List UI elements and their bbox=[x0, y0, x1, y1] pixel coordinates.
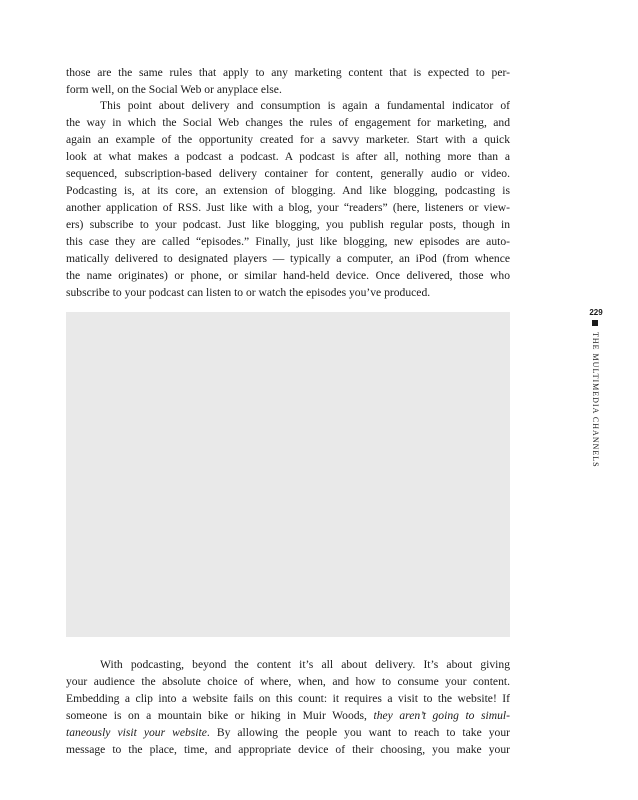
body-text-line: Podcasting is, at its core, an extension of blogging. And like blogging, podcasting is bbox=[66, 184, 510, 197]
body-text-line: ers) subscribe to your podcast. Just like blogging, you publish regular posts, though in bbox=[66, 218, 510, 231]
emphasis-text: taneously visit your website bbox=[66, 726, 207, 739]
emphasis-text: they aren’t going to simul- bbox=[373, 709, 511, 722]
body-text-line: those are the same rules that apply to any marketing content that is expected to per- bbox=[66, 66, 510, 79]
body-text-line: subscribe to your podcast can listen to or watch the episodes you’ve produced. bbox=[66, 286, 431, 299]
body-text-line: message to the place, time, and appropriate device of their choosing, you make your bbox=[66, 743, 510, 756]
body-text-line bbox=[66, 724, 510, 741]
body-text-line: form well, on the Social Web or anyplace else. bbox=[66, 83, 282, 96]
body-text-line: Embedding a clip into a website fails on this count: it requires a visit to the website! If bbox=[66, 692, 510, 705]
body-text-line: This point about delivery and consumption is again a fundamental indicator of bbox=[100, 99, 510, 112]
body-text-line: the way in which the Social Web changes the rules of engagement for marketing, and bbox=[66, 116, 510, 129]
body-text-line: this case they are called “episodes.” Finally, just like blogging, new episodes are auto- bbox=[66, 235, 510, 248]
body-text-line: another application of RSS. Just like with a blog, your “readers” (here, listeners or view- bbox=[66, 201, 510, 214]
body-text-line: matically delivered to designated players — typically a computer, an iPod (from whence bbox=[66, 252, 510, 265]
body-text-line: sequenced, subscription-based delivery container for content, generally audio or video. bbox=[66, 167, 510, 180]
body-text-line: again an example of the opportunity created for a savvy marketer. Start with a quick bbox=[66, 133, 510, 146]
body-text-line: With podcasting, beyond the content it’s all about delivery. It’s about giving bbox=[100, 658, 510, 671]
body-text-line: your audience the absolute choice of where, when, and how to consume your content. bbox=[66, 675, 510, 688]
body-text-span: someone is on a mountain bike or hiking in Muir Woods, bbox=[66, 709, 374, 722]
body-text-line bbox=[66, 707, 510, 724]
running-head: THE MULTIMEDIA CHANNELS bbox=[591, 332, 600, 468]
body-text-line: look at what makes a podcast a podcast. A podcast is after all, nothing more than a bbox=[66, 150, 510, 163]
folio-square-icon bbox=[592, 320, 598, 326]
body-text-span: . By allowing the people you want to reach to take your bbox=[206, 726, 510, 739]
page-number: 229 bbox=[589, 308, 603, 317]
body-text-line: the name originates) or phone, or similar hand-held device. Once delivered, those who bbox=[66, 269, 510, 282]
figure-placeholder bbox=[66, 312, 510, 637]
